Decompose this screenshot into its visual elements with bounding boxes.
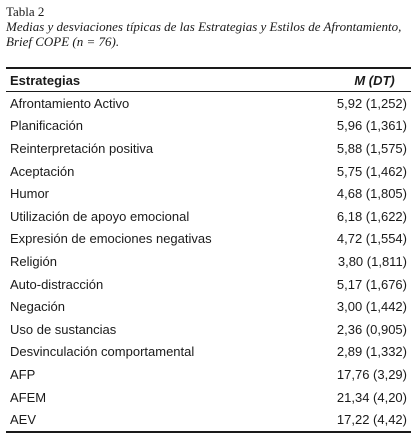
table-row — [6, 341, 411, 364]
table-row — [6, 160, 411, 183]
table-row — [6, 137, 411, 160]
strategy-value: 2,89 (1,332) — [336, 344, 407, 360]
table-row — [6, 295, 411, 318]
table-header-row — [6, 68, 411, 92]
strategy-value: 3,00 (1,442) — [336, 299, 407, 315]
coping-strategies-table — [6, 67, 411, 433]
strategy-value: 6,18 (1,622) — [336, 208, 407, 224]
table-title: Medias y desviaciones típicas de las Estrategias y Estilos de Afrontamiento, Brief COPE (n = 76). — [6, 19, 402, 49]
strategy-name: Utilización de apoyo emocional — [10, 208, 190, 224]
strategy-name: AFEM — [10, 389, 47, 405]
strategy-name: Afrontamiento Activo — [10, 95, 130, 111]
strategy-name: Aceptación — [10, 163, 75, 179]
table-row — [6, 92, 411, 115]
strategy-value: 5,75 (1,462) — [336, 163, 407, 179]
strategy-value: 4,68 (1,805) — [336, 186, 407, 202]
strategy-value: 4,72 (1,554) — [336, 231, 407, 247]
strategy-value: 5,92 (1,252) — [336, 95, 407, 111]
strategy-value: 21,34 (4,20) — [336, 389, 407, 405]
strategy-name: Desvinculación comportamental — [10, 344, 195, 360]
table-label: Tabla 2 — [6, 4, 45, 19]
table-row — [6, 182, 411, 205]
strategy-name: Auto-distracción — [10, 276, 104, 292]
strategy-value: 5,96 (1,361) — [336, 118, 407, 134]
strategy-value: 5,17 (1,676) — [336, 276, 407, 292]
strategy-name: Humor — [10, 186, 50, 202]
strategy-value: 3,80 (1,811) — [337, 253, 407, 269]
strategy-name: Uso de sustancias — [10, 321, 117, 337]
strategy-name: AEV — [10, 412, 37, 428]
strategy-name: AFP — [10, 366, 36, 382]
table-row — [6, 228, 411, 251]
table-row — [6, 386, 411, 409]
table-row — [6, 408, 411, 432]
table-row — [6, 363, 411, 386]
strategy-name: Expresión de emociones negativas — [10, 231, 212, 247]
header-mean-sd: M (DT) — [354, 72, 395, 88]
table-row — [6, 318, 411, 341]
table-row — [6, 205, 411, 228]
header-strategies: Estrategias — [10, 72, 81, 88]
strategy-value: 17,22 (4,42) — [336, 412, 407, 428]
strategy-name: Religión — [10, 253, 57, 269]
strategy-name: Planificación — [10, 118, 83, 134]
table-row — [6, 250, 411, 273]
strategy-value: 17,76 (3,29) — [336, 366, 407, 382]
strategy-value: 5,88 (1,575) — [336, 140, 407, 156]
table-row — [6, 273, 411, 296]
strategy-value: 2,36 (0,905) — [336, 321, 407, 337]
strategy-name: Negación — [10, 299, 65, 315]
table-row — [6, 115, 411, 138]
table-caption — [6, 4, 416, 49]
strategy-name: Reinterpretación positiva — [10, 140, 154, 156]
